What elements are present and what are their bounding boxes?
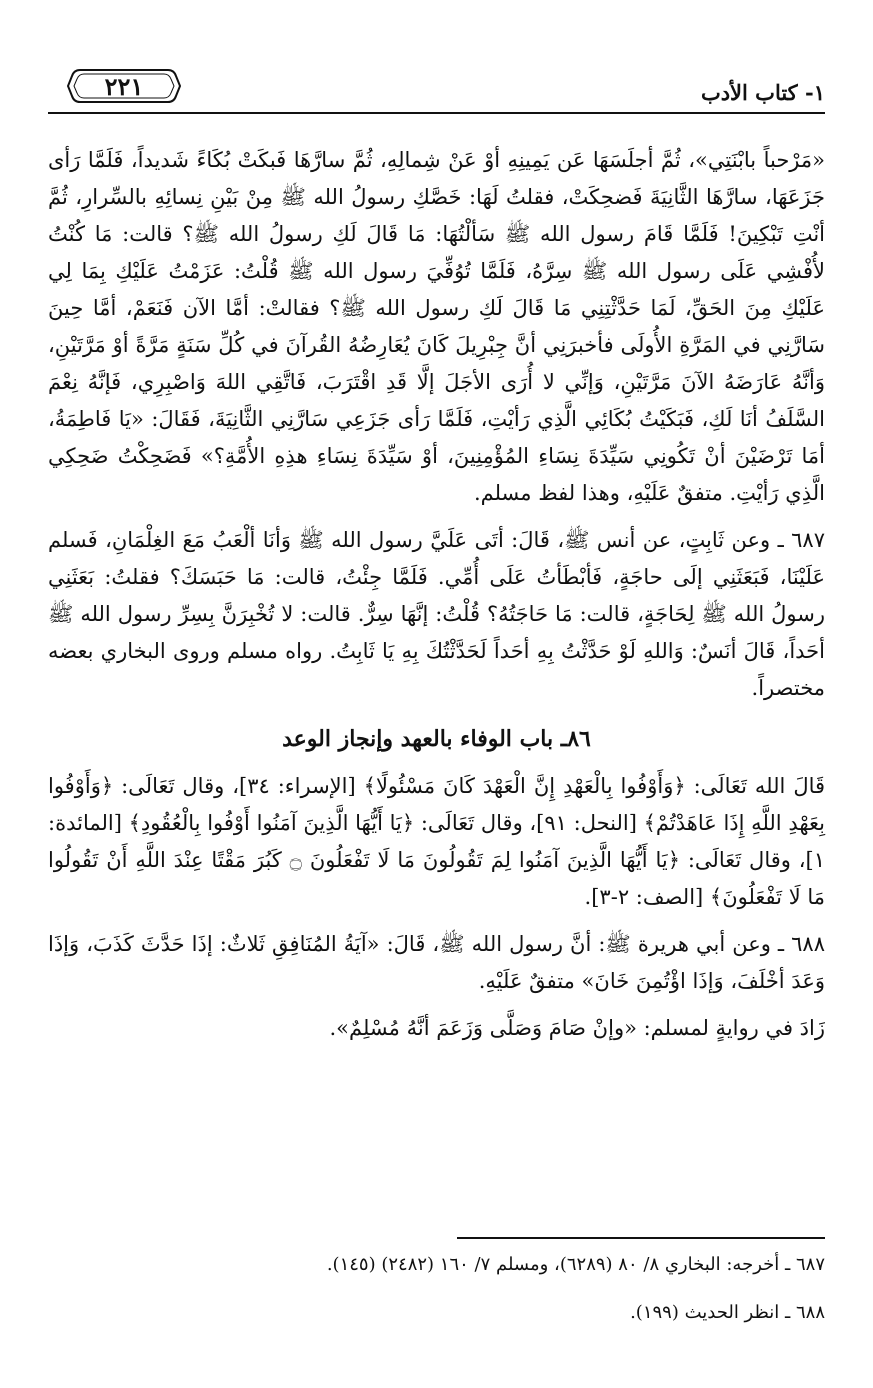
footnote-divider (457, 1237, 825, 1239)
hadith-688: ٦٨٨ ـ وعن أبي هريرة ﷺ: أنَّ رسول الله ﷺ، قَالَ: «آيَةُ المُنَافِقِ ثَلاثٌ: إذَا حَدَّثَ كَذَبَ، وَإذَا وَعَدَ أخْلَفَ، وَإذَا اؤْتُمِنَ خَانَ» متفقٌ عَلَيْهِ. (48, 932, 825, 993)
hadith-687: ٦٨٧ ـ وعن ثَابِتٍ، عن أنس ﷺ، قَالَ: أتَى عَلَيَّ رسول الله ﷺ وَأنَا ألْعَبُ مَعَ الغِلْمَانِ، فَسلم عَلَيْنَا، فَبَعَثَنِي إلَى حاجَةٍ، فَأبْطَأتُ عَلَى أُمِّي. فَلَمَّا جِئْتُ، قالت: مَا حَبَسَكَ؟ فقلتُ: بَعَثَنِي رسولُ الله ﷺ لِحَاجَةٍ، قالت: مَا حَاجَتُهُ؟ قُلْتُ: إنَّهَا سِرٌّ. قالت: لا تُخْبِرَنَّ بِسِرِّ رسول الله ﷺ أحَداً، قَالَ أنَسٌ: وَاللهِ لَوْ حَدَّثْتُ بِهِ أحَداً لَحَدَّثْتُكَ بِهِ يَا ثَابِتُ. رواه مسلم وروى البخاري بعضه مختصراً. (48, 528, 825, 700)
header-divider (48, 112, 825, 114)
quran-verses-paragraph: قَالَ الله تَعَالَى: ﴿وَأَوْفُوا بِالْعَهْدِ إِنَّ الْعَهْدَ كَانَ مَسْئُولًا﴾ [الإسراء: ٣٤]، وقال تَعَالَى: ﴿وَأَوْفُوا بِعَهْدِ اللَّهِ إِذَا عَاهَدْتُمْ﴾ [النحل: ٩١]، وقال تَعَالَى: ﴿يَا أَيُّهَا الَّذِينَ آمَنُوا أَوْفُوا بِالْعُقُودِ﴾ [المائدة: ١]، وقال تَعَالَى: ﴿يَا أَيُّهَا الَّذِينَ آمَنُوا لِمَ تَقُولُونَ مَا لَا تَفْعَلُونَ ۝ كَبُرَ مَقْتًا عِنْدَ اللَّهِ أَنْ تَقُولُوا مَا لَا تَفْعَلُونَ﴾ [الصف: ٢-٣]. (48, 774, 826, 909)
muslim-addition: زَادَ في روايةٍ لمسلم: «وإنْ صَامَ وَصَلَّى وَزَعَمَ أنَّهُ مُسْلِمٌ». (329, 1016, 825, 1040)
book-title: ١- كتاب الأدب (700, 80, 825, 105)
footnote-688: ٦٨٨ ـ انظر الحديث (١٩٩). (630, 1302, 825, 1323)
footnotes (48, 1250, 825, 1346)
footnote-687: ٦٨٧ ـ أخرجه: البخاري ٨/ ٨٠ (٦٢٨٩)، ومسلم ٧/ ١٦٠ (٢٤٨٢) (١٤٥). (326, 1254, 825, 1275)
paragraph: «مَرْحباً بابْنَتِي»، ثُمَّ أجلَسَهَا عَن يَمِينِهِ أوْ عَنْ شِمالِهِ، ثُمَّ سارَّهَا فَبكَتْ بُكَاءً شَديداً، فَلَمَّا رَأى جَزَعَهَا، سارَّهَا الثَّانِيَةَ فَضحِكَتْ، فقلتُ لَهَا: خَصَّكِ رسولُ الله ﷺ مِنْ بَيْنِ نِسائِهِ بالسِّرارِ، ثُمَّ أنْتِ تَبْكِينَ! فَلَمَّا قَامَ رسول الله ﷺ سَألْتُهَا: مَا قَالَ لَكِ رسولُ الله ﷺ؟ قالت: مَا كُنْتُ لأُفْشِي عَلَى رسول الله ﷺ سِرَّهُ، فَلَمَّا تُوُفِّيَ رسول الله ﷺ قُلْتُ: عَزَمْتُ عَلَيْكِ بِمَا لِي عَلَيْكِ مِنَ الحَقِّ، لَمَا حَدَّثْتِنِي مَا قَالَ لَكِ رسول الله ﷺ؟ فقالتْ: أمَّا الآن فَنَعَمْ، أمَّا حِينَ سَارَّنِي في المَرَّةِ الأُولَى فأخبرَنِي أنَّ جِبْرِيلَ كَانَ يُعَارِضُهُ القُرآنَ في كُلِّ سَنَةٍ مَرَّةً أوْ مَرَّتَيْنِ، وَأنَّهُ عَارَضَهُ الآنَ مَرَّتَيْنِ، وَإنِّي لا أُرَى الأجَلَ إلَّا قَدِ اقْتَرَبَ، فَاتَّقِي اللهَ وَاصْبِرِي، فَإنَّهُ نِعْمَ السَّلَفُ أنَا لَكِ، فَبَكَيْتُ بُكَائِي الَّذِي رَأيْتِ، فَلَمَّا رَأى جَزَعِي سَارَّنِي الثَّانِيَةَ، فَقَالَ: «يَا فَاطِمَةُ، أمَا تَرْضَيْنَ أنْ تَكُونِي سَيِّدَةَ نِسَاءِ المُؤْمِنِينَ، أوْ سَيِّدَةَ نِسَاءِ هذِهِ الأُمَّةِ؟» فَضَحِكْتُ ضَحِكِي الَّذِي رَأيْتِ. متفقٌ عَلَيْهِ، وهذا لفظ مسلم. (48, 148, 825, 505)
main-text (48, 142, 825, 1057)
page-header (48, 58, 825, 116)
page-number: ٢٢١ (104, 71, 144, 101)
chapter-title: ٨٦ـ باب الوفاء بالعهد وإنجاز الوعد (282, 726, 591, 752)
